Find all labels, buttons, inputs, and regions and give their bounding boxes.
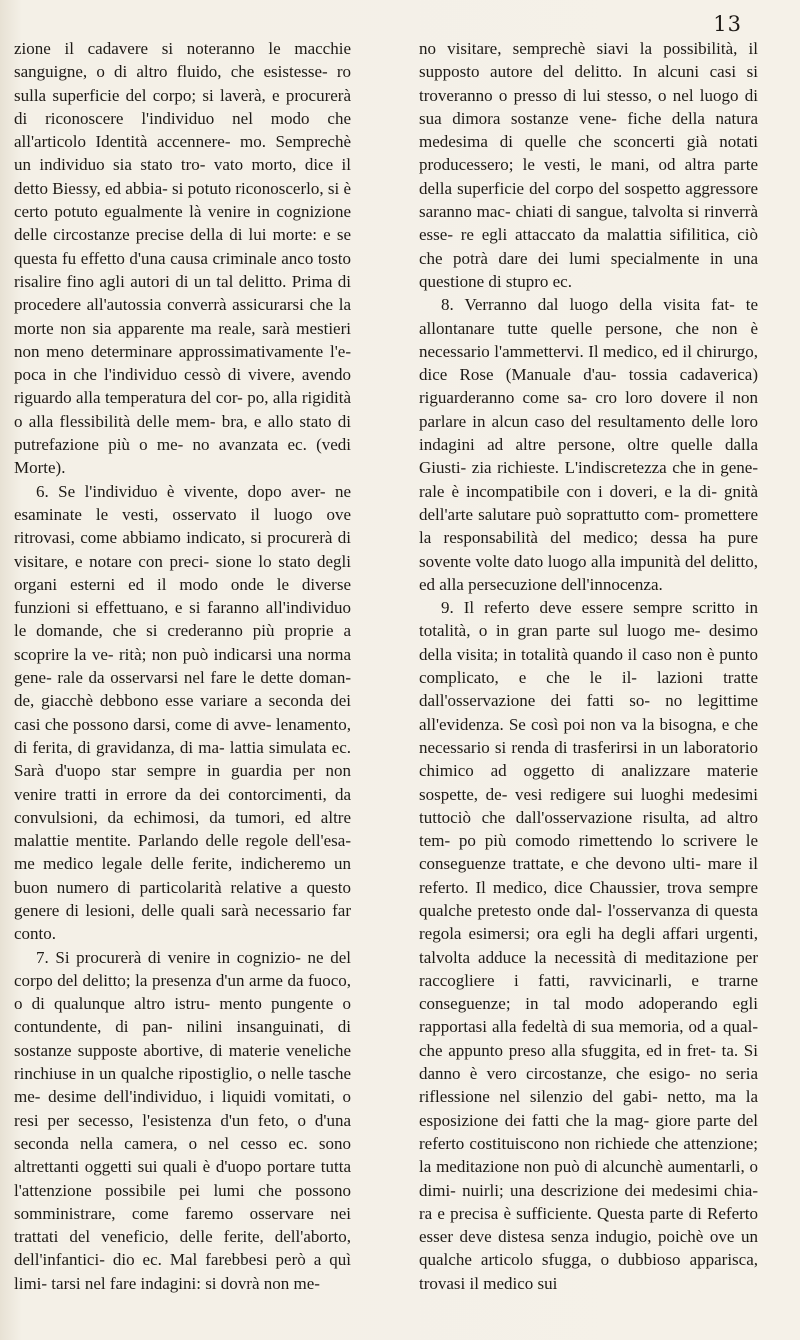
paragraph: 7. Si procurerà di venire in cognizio- ne del corpo del delitto; la presenza d'un arme da fuoco, o di qualunque altro istru- mento pungente o contundente, di pan- nilini insanguinati, di sostanze supposte abortive, di materie veneliche rinchiuse in un qualche ripostiglio, o nelle tasche me- desime dell'individuo, i liquidi vomitati, o resi per secesso, l'esistenza d'un feto, o d'una seconda nella camera, o nel cesso ec. sono altrettanti oggetti sui quali è d'uopo portare tutta l'attenzione possibile pei lumi che possono somministrare, come faremo osservare nei trattati del veneficio, delle ferite, dell'aborto, dell'infantici- dio ec. Mal farebbesi però a quì limi- tarsi nel fare indagini: si dovrà non me- bbox=[14, 947, 351, 1293]
right-column bbox=[419, 37, 758, 1295]
paragraph: 8. Verranno dal luogo della visita fat- te allontanare tutte quelle persone, che non è necessario l'ammettervi. Il medico, ed il chirurgo, dice Rose (Manuale d'au- tossia cadaverica) riguarderanno come sa- cro loro dovere il non parlare in alcun caso del resultamento delle loro indagini ad altre persone, oltre quelle dalla Giusti- zia richieste. L'indiscretezza che in gene- rale è incompatibile con i doveri, e la di- gnità dell'arte salutare può soprattutto com- promettere la responsabilità del medico; dessa ha pure sovente volte dato luogo alla impunità del delitto, ed alla persecuzione dell'innocenza. bbox=[419, 295, 758, 594]
left-column bbox=[14, 37, 351, 1295]
page-number: 13 bbox=[713, 12, 742, 36]
paragraph: 6. Se l'individuo è vivente, dopo aver- ne esaminate le vesti, osservato il luogo ove ritrovasi, come abbiamo indicato, si procurerà di visitare, e notare con preci- sione lo stato degli organi esterni ed il modo onde le diverse funzioni si effettuano, e si faranno all'individuo le domande, che si crederanno più proprie a scoprire la ve- rità; non può indicarsi una norma gene- rale da osservarsi nel fare le dette doman- de, giacchè debbono esse variare a seconda dei casi che possono darsi, come di avve- lenamento, di ferita, di gravidanza, di ma- lattia simulata ec. Sarà d'uopo star sempre in guardia per non venire tratti in errore da dei contorcimenti, da convulsioni, da echimosi, da tumori, ed altre malattie mentite. Parlando delle regole dell'esa- me medico legale delle ferite, indicheremo un buon numero di particolarità relative a questo genere di lesioni, delle quali sarà necessario far conto. bbox=[14, 481, 351, 944]
paragraph: 9. Il referto deve essere sempre scritto in totalità, o in gran parte sul luogo me- desimo della visita; in totalità quando il caso non è punto complicato, e che le il- lazioni tratte dall'osservazione dei fatti so- no legittime all'evidenza. Se così poi non va la bisogna, e che necessario si renda di trasferirsi in un laboratorio chimico ad oggetto di analizzare materie sospette, de- vesi redigere sui luoghi medesimi tuttociò che dall'osservazione risulta, ad altro tem- po più comodo rimettendo lo scrivere le conseguenze trattate, e che devono ulti- mare il referto. Il medico, dice Chaussier, trova sempre qualche pretesto onde dal- l'osservanza di questa regola esimersi; ora egli ha degli affari urgenti, talvolta adduce la necessità di meditazione per raccogliere i fatti, ravvicinarli, e trarne conseguenze; in tal modo adoperando egli rapportasi alla fedeltà di sua memoria, od a qual- che appunto preso alla sfuggita, ed in fret- ta. Si danno è vero circostanze, che esigo- no seria riflessione nel silenzio del gabi- netto, ma la esposizione dei fatti che la mag- giore parte del referto costituiscono non richiede che attenzione; la meditazione non può di alcunchè aumentarli, o dimi- nuirli; una descrizione dei medesimi chia- ra e precisa è sufficiente. Questa parte di Referto esser deve distesa senza indugio, poichè ove un qualche articolo sfugga, o dubbioso apparisca, trovasi il medico sui bbox=[419, 598, 758, 1293]
paragraph: zione il cadavere si noteranno le macchie sanguigne, o di altro fluido, che esistesse- ro sulla superficie del corpo; si laverà, e procurerà di riconoscere l'individuo nel modo che all'articolo Identità accennere- mo. Semprechè un individuo sia stato tro- vato morto, dice il detto Biessy, ed abbia- si potuto riconoscerlo, si è certo potuto egualmente là venire in cognizione delle circostanze precise della di lui morte: e se questa fu effetto d'una causa criminale anco tosto risalire fino agli autori di un tal delitto. Prima di procedere all'autossia converrà assicurarsi che la morte non sia apparente ma reale, sarà mestieri non meno determinare approssimativamente l'e- poca in che l'individuo cessò di vivere, avendo riguardo alla temperatura del cor- po, alla rigidità o alla flessibilità delle mem- bra, e allo stato di putrefazione più o me- no avanzata ec. (vedi Morte). bbox=[14, 39, 351, 478]
paragraph: no visitare, semprechè siavi la possibilità, il supposto autore del delitto. In alcuni casi si troveranno o presso di lui stesso, o nel luogo di sua dimora sostanze vene- fiche della natura medesima di quelle che sconcerti già notati producessero; le vesti, le mani, od altra parte della superficie del corpo del sospetto aggressore saranno mac- chiati di sangue, talvolta si rinverrà esse- re egli attaccato da malattia sifilitica, ciò che potrà dare dei lumi specialmente in una questione di stupro ec. bbox=[419, 39, 758, 291]
